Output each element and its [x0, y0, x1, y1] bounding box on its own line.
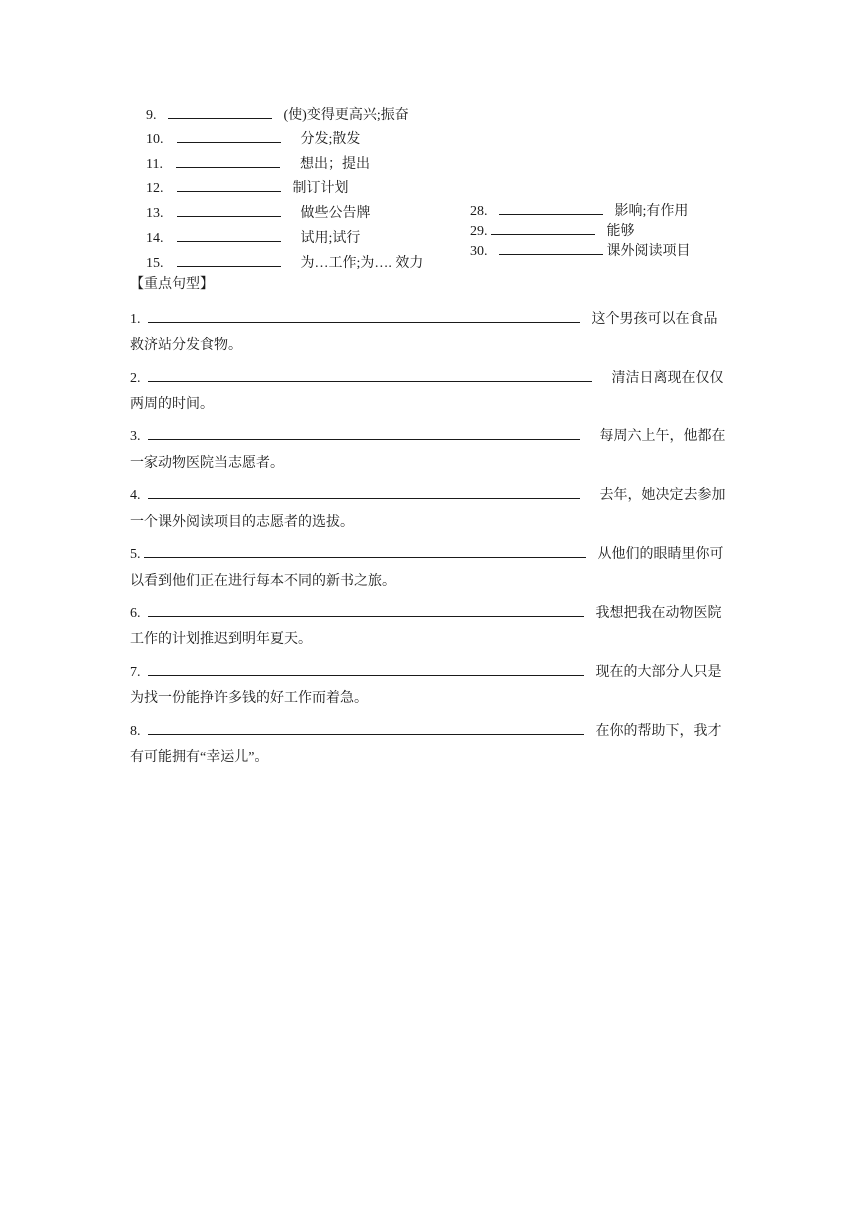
sentence-continuation: 一家动物医院当志愿者。 [130, 456, 284, 471]
vocab-item [146, 129, 360, 149]
answer-blank[interactable] [148, 308, 580, 323]
item-meaning: 制订计划 [292, 181, 349, 196]
answer-blank[interactable] [148, 720, 584, 735]
sentence-continuation: 救济站分发食物。 [130, 338, 242, 353]
item-number: 1. [130, 312, 141, 327]
item-number: 14. [146, 231, 164, 246]
answer-blank[interactable] [148, 661, 584, 676]
sentence-tail: 去年，她决定去参加 [599, 488, 726, 503]
item-number: 4. [130, 488, 141, 503]
vocab-item [146, 228, 360, 248]
item-number: 28. [470, 204, 488, 219]
answer-blank[interactable] [499, 201, 603, 215]
answer-blank[interactable] [177, 129, 281, 143]
item-number: 15. [146, 256, 164, 271]
answer-blank[interactable] [144, 543, 586, 558]
vocab-item [146, 154, 370, 174]
answer-blank[interactable] [177, 178, 281, 192]
item-number: 8. [130, 724, 141, 739]
answer-blank[interactable] [499, 241, 603, 255]
sentence-tail: 在你的帮助下，我才 [595, 724, 722, 739]
item-number: 10. [146, 132, 164, 147]
sentence-continuation: 有可能拥有“幸运儿”。 [130, 750, 269, 765]
answer-blank[interactable] [148, 367, 592, 382]
vocab-item [146, 203, 371, 223]
item-number: 2. [130, 371, 141, 386]
section-title: 【重点句型】 [130, 277, 214, 292]
sentence-continuation: 两周的时间。 [130, 397, 214, 412]
answer-blank[interactable] [148, 425, 580, 440]
item-number: 29. [470, 224, 488, 239]
item-meaning: 做些公告牌 [300, 206, 371, 221]
sentence-continuation: 为找一份能挣许多钱的好工作而着急。 [130, 691, 368, 706]
sentence-continuation: 一个课外阅读项目的志愿者的选拔。 [130, 515, 354, 530]
sentence-tail: 现在的大部分人只是 [595, 665, 722, 680]
answer-blank[interactable] [176, 154, 280, 168]
vocab-item [470, 241, 691, 261]
vocab-item [470, 201, 688, 221]
vocab-item [146, 105, 409, 125]
item-meaning: 为…工作;为…. 效力 [300, 256, 424, 271]
sentence-tail: 我想把我在动物医院 [595, 606, 722, 621]
item-number: 6. [130, 606, 141, 621]
answer-blank[interactable] [177, 253, 281, 267]
item-meaning: (使)变得更高兴;振奋 [283, 108, 409, 123]
item-number: 3. [130, 429, 141, 444]
answer-blank[interactable] [177, 203, 281, 217]
vocab-item [146, 178, 349, 198]
sentence-tail: 每周六上午，他都在 [599, 429, 726, 444]
item-number: 13. [146, 206, 164, 221]
answer-blank[interactable] [491, 221, 595, 235]
sentence-tail: 这个男孩可以在食品 [591, 312, 718, 327]
sentence-tail: 从他们的眼睛里你可 [597, 547, 724, 562]
answer-blank[interactable] [168, 105, 272, 119]
item-number: 7. [130, 665, 141, 680]
item-meaning: 试用;试行 [300, 231, 361, 246]
item-meaning: 能够 [606, 224, 635, 239]
item-meaning: 影响;有作用 [614, 204, 689, 219]
vocab-item [146, 253, 423, 273]
item-number: 5. [130, 547, 141, 562]
item-number: 12. [146, 181, 164, 196]
answer-blank[interactable] [148, 602, 584, 617]
item-meaning: 想出；提出 [299, 157, 370, 172]
sentence-continuation: 工作的计划推迟到明年夏天。 [130, 632, 312, 647]
sentence-tail: 清洁日离现在仅仅 [611, 371, 724, 386]
item-number: 9. [146, 108, 157, 123]
item-meaning: 课外阅读项目 [606, 244, 691, 259]
sentence-continuation: 以看到他们正在进行每本不同的新书之旅。 [130, 574, 396, 589]
item-meaning: 分发;散发 [300, 132, 361, 147]
answer-blank[interactable] [148, 484, 580, 499]
answer-blank[interactable] [177, 228, 281, 242]
item-number: 30. [470, 244, 488, 259]
vocab-item [470, 221, 635, 241]
item-number: 11. [146, 157, 163, 172]
